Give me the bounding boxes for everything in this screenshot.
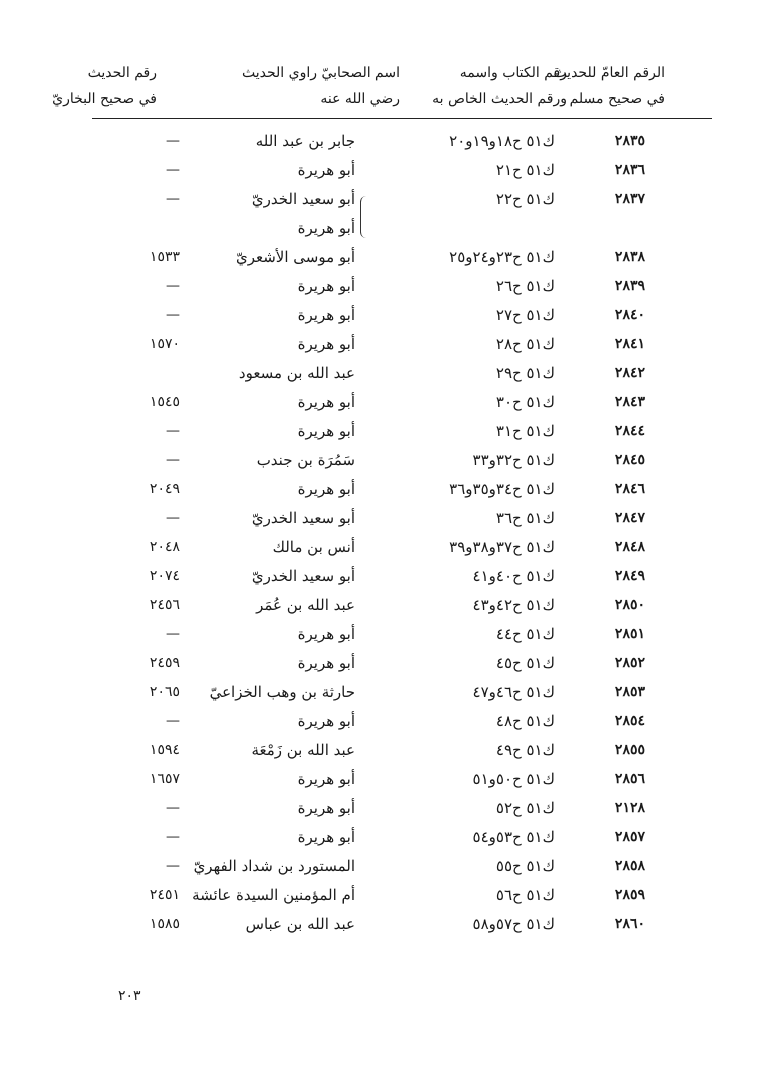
table-row [0, 910, 765, 939]
narrator-cell: حارثة بن وهب الخزاعيّ [209, 683, 355, 701]
narrator-cell: عبد الله بن عباس [245, 915, 355, 933]
book-reference-cell: ك٥١ ح٤٤ [495, 625, 555, 643]
narrator-cell: أبو هريرة [297, 335, 355, 353]
table-row [0, 736, 765, 765]
table-row [0, 562, 765, 591]
general-number-cell: ٢٨٥٣ [614, 684, 645, 700]
narrator-cell: أبو هريرة [297, 161, 355, 179]
general-number-cell: ٢٨٥٠ [614, 597, 645, 613]
general-number-cell: ٢٨٥٢ [614, 655, 645, 671]
narrator-cell: أبو هريرة [297, 625, 355, 643]
narrator-cell: أبو موسى الأشعريّ [235, 248, 355, 266]
book-reference-cell: ك٥١ ح٢٣و٢٤و٢٥ [449, 248, 555, 266]
book-reference-cell: ك٥١ ح٣٢و٣٣ [472, 451, 555, 469]
header-bukhari-number [52, 60, 157, 112]
narrator-cell: سَمُرَة بن جندب [256, 451, 355, 469]
narrator-cell: جابر بن عبد الله [255, 132, 355, 150]
table-row [0, 127, 765, 156]
general-number-cell: ٢٨٦٠ [614, 916, 645, 932]
bukhari-number-cell: ٢٤٥٦ [149, 597, 180, 613]
narrator-cell: المستورد بن شداد الفهريّ [193, 857, 355, 875]
table-row [0, 533, 765, 562]
header-general-number-line2: في صحيح مسلم [569, 91, 665, 107]
bukhari-number-cell: — [166, 307, 180, 323]
general-number-cell: ٢٨٣٥ [614, 133, 645, 149]
table-row [0, 475, 765, 504]
table-row [0, 243, 765, 272]
bukhari-number-cell: ٢٤٥٩ [149, 655, 180, 671]
book-reference-cell: ك٥١ ح٢٩ [495, 364, 555, 382]
bukhari-number-cell: — [166, 133, 180, 149]
bukhari-number-cell: — [166, 191, 180, 207]
general-number-cell: ٢٨٤١ [614, 336, 645, 352]
narrator-cell: أبو هريرة [297, 712, 355, 730]
bukhari-number-cell: ٢٤٥١ [149, 887, 180, 903]
bukhari-number-cell: — [166, 713, 180, 729]
book-reference-cell: ك٥١ ح٢٦ [495, 277, 555, 295]
page-number: ٢٠٣ [118, 988, 141, 1004]
table-row [0, 185, 765, 214]
header-general-number [553, 60, 665, 112]
header-book-reference [432, 60, 567, 112]
table-row [0, 388, 765, 417]
table-row [0, 591, 765, 620]
book-reference-cell: ك٥١ ح٥٣و٥٤ [472, 828, 555, 846]
narrator-cell: أبو هريرة [297, 770, 355, 788]
narrator-cell: أبو هريرة [297, 219, 355, 237]
general-number-cell: ٢٨٥٧ [614, 829, 645, 845]
table-row [0, 620, 765, 649]
bukhari-number-cell: ٢٠٧٤ [149, 568, 180, 584]
book-reference-cell: ك٥١ ح٤٦و٤٧ [472, 683, 555, 701]
general-number-cell: ٢٨٣٨ [614, 249, 645, 265]
bukhari-number-cell: — [166, 423, 180, 439]
book-reference-cell: ك٥١ ح٢١ [495, 161, 555, 179]
general-number-cell: ٢١٢٨ [614, 800, 645, 816]
general-number-cell: ٢٨٥٨ [614, 858, 645, 874]
header-bukhari-number-line1: رقم الحديث [87, 65, 157, 81]
table-row [0, 823, 765, 852]
book-reference-cell: ك٥١ ح٤٩ [495, 741, 555, 759]
table-row [0, 852, 765, 881]
table-row [0, 359, 765, 388]
general-number-cell: ٢٨٣٩ [614, 278, 645, 294]
book-reference-cell: ك٥١ ح٣٦ [495, 509, 555, 527]
narrator-cell: أبو سعيد الخدريّ [251, 509, 355, 527]
bukhari-number-cell: — [166, 800, 180, 816]
table-row [0, 678, 765, 707]
book-reference-cell: ك٥١ ح٢٢ [495, 190, 555, 208]
general-number-cell: ٢٨٥١ [614, 626, 645, 642]
book-reference-cell: ك٥١ ح٣٠ [495, 393, 555, 411]
book-reference-cell: ك٥١ ح٤٠و٤١ [472, 567, 555, 585]
general-number-cell: ٢٨٤٨ [614, 539, 645, 555]
table-row [0, 214, 765, 243]
bukhari-number-cell: — [166, 452, 180, 468]
bukhari-number-cell: — [166, 278, 180, 294]
narrator-cell: أبو هريرة [297, 654, 355, 672]
book-reference-cell: ك٥١ ح١٨و١٩و٢٠ [449, 132, 555, 150]
book-reference-cell: ك٥١ ح٥٠و٥١ [472, 770, 555, 788]
general-number-cell: ٢٨٣٧ [614, 191, 645, 207]
table-row [0, 330, 765, 359]
header-bukhari-number-line2: في صحيح البخاريّ [52, 91, 157, 107]
narrator-cell: عبد الله بن مسعود [238, 364, 355, 382]
header-narrator-line1: اسم الصحابيّ راوي الحديث [241, 65, 400, 81]
book-reference-cell: ك٥١ ح٥٢ [495, 799, 555, 817]
general-number-cell: ٢٨٤٧ [614, 510, 645, 526]
bukhari-number-cell: — [166, 626, 180, 642]
header-general-number-line1: الرقم العامّ للحديث [553, 65, 665, 81]
book-reference-cell: ك٥١ ح٤٢و٤٣ [472, 596, 555, 614]
narrator-cell: أبو هريرة [297, 480, 355, 498]
table-row [0, 765, 765, 794]
general-number-cell: ٢٨٤٥ [614, 452, 645, 468]
narrator-cell: أبو سعيد الخدريّ [251, 190, 355, 208]
table-row [0, 301, 765, 330]
narrator-cell: أبو هريرة [297, 277, 355, 295]
book-reference-cell: ك٥١ ح٣١ [495, 422, 555, 440]
general-number-cell: ٢٨٤٩ [614, 568, 645, 584]
narrator-cell: أبو هريرة [297, 306, 355, 324]
general-number-cell: ٢٨٥٦ [614, 771, 645, 787]
narrator-cell: عبد الله بن زَمْعَة [251, 741, 355, 759]
bukhari-number-cell: — [166, 510, 180, 526]
narrator-cell: أم المؤمنين السيدة عائشة [192, 886, 355, 904]
general-number-cell: ٢٨٤٠ [614, 307, 645, 323]
table-row [0, 417, 765, 446]
header-divider [92, 118, 712, 119]
table-row [0, 649, 765, 678]
bukhari-number-cell: ١٥٧٠ [149, 336, 180, 352]
general-number-cell: ٢٨٤٢ [614, 365, 645, 381]
bukhari-number-cell: — [166, 858, 180, 874]
bukhari-number-cell: — [166, 162, 180, 178]
header-book-reference-line2: ورقم الحديث الخاص به [432, 91, 567, 107]
general-number-cell: ٢٨٤٦ [614, 481, 645, 497]
table-row [0, 707, 765, 736]
header-narrator-line2: رضي الله عنه [320, 91, 400, 107]
header-book-reference-line1: رقم الكتاب واسمه [459, 65, 567, 81]
general-number-cell: ٢٨٥٤ [614, 713, 645, 729]
table-row [0, 504, 765, 533]
bukhari-number-cell: ١٥٣٣ [149, 249, 180, 265]
bukhari-number-cell: — [166, 829, 180, 845]
table-row [0, 446, 765, 475]
book-reference-cell: ك٥١ ح٥٥ [495, 857, 555, 875]
book-reference-cell: ك٥١ ح٤٥ [495, 654, 555, 672]
narrator-cell: أبو سعيد الخدريّ [251, 567, 355, 585]
table-row [0, 881, 765, 910]
bukhari-number-cell: ٢٠٦٥ [149, 684, 180, 700]
bukhari-number-cell: ١٦٥٧ [149, 771, 180, 787]
table-row [0, 156, 765, 185]
bukhari-number-cell: ١٥٤٥ [149, 394, 180, 410]
bukhari-number-cell: ١٥٩٤ [149, 742, 180, 758]
book-reference-cell: ك٥١ ح٢٨ [495, 335, 555, 353]
bukhari-number-cell: ١٥٨٥ [149, 916, 180, 932]
bukhari-number-cell: ٢٠٤٩ [149, 481, 180, 497]
hadith-table [0, 127, 765, 939]
narrator-cell: أبو هريرة [297, 799, 355, 817]
table-row [0, 272, 765, 301]
narrator-cell: أنس بن مالك [272, 538, 355, 556]
header-narrator [242, 60, 400, 112]
table-row [0, 794, 765, 823]
general-number-cell: ٢٨٤٤ [614, 423, 645, 439]
book-reference-cell: ك٥١ ح٣٤و٣٥و٣٦ [449, 480, 555, 498]
narrator-cell: أبو هريرة [297, 828, 355, 846]
general-number-cell: ٢٨٥٩ [614, 887, 645, 903]
narrator-cell: أبو هريرة [297, 422, 355, 440]
narrator-cell: أبو هريرة [297, 393, 355, 411]
book-reference-cell: ك٥١ ح٤٨ [495, 712, 555, 730]
book-reference-cell: ك٥١ ح٣٧و٣٨و٣٩ [449, 538, 555, 556]
book-reference-cell: ك٥١ ح٢٧ [495, 306, 555, 324]
book-reference-cell: ك٥١ ح٥٧و٥٨ [472, 915, 555, 933]
narrator-cell: عبد الله بن عُمَر [256, 596, 355, 614]
general-number-cell: ٢٨٣٦ [614, 162, 645, 178]
general-number-cell: ٢٨٤٣ [614, 394, 645, 410]
book-reference-cell: ك٥١ ح٥٦ [495, 886, 555, 904]
bukhari-number-cell: ٢٠٤٨ [149, 539, 180, 555]
general-number-cell: ٢٨٥٥ [614, 742, 645, 758]
